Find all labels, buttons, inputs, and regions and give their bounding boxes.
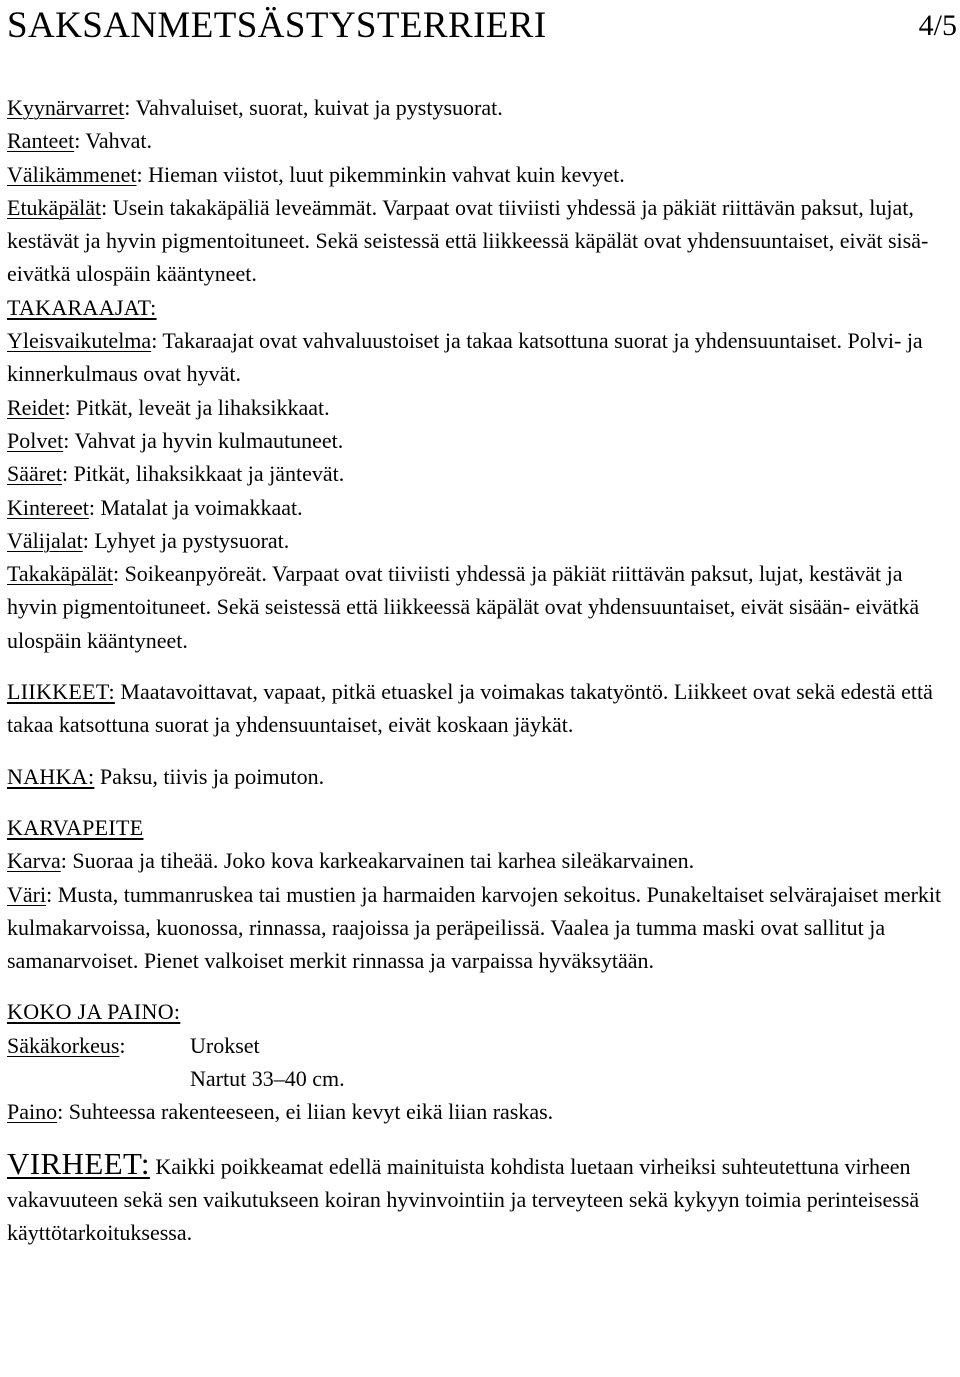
forearms-paragraph: [7, 91, 947, 124]
hindquarters-heading-line: [7, 291, 947, 324]
gait-paragraph: [7, 675, 947, 742]
faults-heading: VIRHEET:: [7, 1145, 150, 1181]
skin-paragraph: [7, 760, 947, 793]
stifles-text: : Vahvat ja hyvin kulmautuneet.: [63, 427, 344, 453]
height-males-row: [7, 1029, 947, 1062]
wrists-label: Ranteet: [7, 128, 75, 154]
height-label: Säkäkorkeus: [7, 1032, 120, 1058]
document-title: SAKSANMETSÄSTYSTERRIERI: [7, 5, 547, 46]
forearms-label: Kyynärvarret: [7, 95, 125, 120]
weight-text: : Suhteessa rakenteeseen, ei liian kevyt eikä liian raskas.: [57, 1099, 554, 1125]
metatarsus-label: Välijalat: [7, 527, 83, 553]
metatarsus-paragraph: [7, 524, 947, 557]
forearms-text: : Vahvaluiset, suorat, kuivat ja pystysuorat.: [124, 95, 503, 120]
thighs-paragraph: [7, 391, 947, 424]
thighs-text: : Pitkät, leveät ja lihaksikkaat.: [64, 394, 330, 420]
weight-label: Paino: [7, 1099, 58, 1125]
wrists-text: : Vahvat.: [74, 128, 153, 154]
section-spacer: [7, 977, 947, 995]
females-text: Nartut 33–40 cm.: [190, 1066, 345, 1092]
forefeet-label: Etukäpälät: [7, 194, 102, 220]
coat-heading-line: [7, 811, 947, 844]
size-heading: KOKO JA PAINO:: [7, 999, 181, 1025]
height-colon: :: [119, 1032, 126, 1058]
forefeet-paragraph: [7, 191, 947, 291]
stifles-label: Polvet: [7, 427, 64, 453]
skin-heading: NAHKA:: [7, 763, 95, 789]
colour-label: Väri: [7, 881, 47, 907]
hair-label: Karva: [7, 848, 61, 874]
general-paragraph: [7, 324, 947, 391]
metatarsus-text: : Lyhyet ja pystysuorat.: [82, 527, 290, 553]
thighs-label: Reidet: [7, 394, 65, 420]
gait-heading: LIIKKEET:: [7, 679, 115, 705]
skin-text: Paksu, tiivis ja poimuton.: [94, 763, 325, 789]
general-label: Yleisvaikutelma: [7, 328, 152, 354]
size-heading-line: [7, 995, 947, 1028]
faults-paragraph: [7, 1147, 947, 1250]
hind-feet-paragraph: [7, 557, 947, 657]
colour-paragraph: [7, 878, 947, 978]
page-number: 4/5: [918, 9, 957, 42]
weight-paragraph: [7, 1095, 947, 1128]
hocks-paragraph: [7, 491, 947, 524]
hocks-label: Kintereet: [7, 494, 89, 520]
section-spacer: [7, 793, 947, 811]
stifles-paragraph: [7, 424, 947, 457]
pasterns-text: : Hieman viistot, luut pikemminkin vahvat kuin kevyet.: [136, 161, 625, 187]
lower-thighs-text: : Pitkät, lihaksikkaat ja jäntevät.: [61, 461, 345, 487]
coat-heading: KARVAPEITE: [7, 814, 144, 840]
lower-thighs-paragraph: [7, 457, 947, 490]
document-page: [7, 0, 957, 1377]
gait-text: Maatavoittavat, vapaat, pitkä etuaskel ja voimakas takatyöntö. Liikkeet ovat sekä edestä että takaa katsottuna suorat ja yhdensuuntaiset, eivät koskaan jäykät.: [7, 679, 933, 738]
general-text: : Takaraajat ovat vahvaluustoiset ja takaa katsottuna suorat ja yhdensuuntaiset. Polvi- ja kinnerkulmaus ovat hyvät.: [7, 328, 923, 387]
hind-feet-label: Takakäpälät: [7, 561, 113, 587]
pasterns-label: Välikämmenet: [7, 161, 137, 187]
document-body: [7, 91, 947, 1250]
pasterns-paragraph: [7, 158, 947, 191]
page-header: [7, 4, 957, 48]
hair-text: : Suoraa ja tiheää. Joko kova karkeakarvainen tai karhea sileäkarvainen.: [60, 848, 695, 874]
height-females-row: [7, 1062, 947, 1095]
forefeet-text: : Usein takakäpäliä leveämmät. Varpaat ovat tiiviisti yhdessä ja päkiät riittävän paksut, lujat, kestävät ja hyvin pigmentoituneet. Sekä seistessä että liikkeessä käpälät ovat yhdensuuntaiset, eivät sisä- eivätkä ulospäin kääntyneet.: [7, 194, 929, 287]
lower-thighs-label: Sääret: [7, 461, 62, 487]
height-label-cell: [7, 1029, 190, 1062]
colour-text: : Musta, tummanruskea tai mustien ja harmaiden karvojen sekoitus. Punakeltaiset selvärajaiset merkit kulmakarvoissa, kuonossa, rinnassa, raajoissa ja peräpeilissä. Vaalea ja tumma maski ovat sallitut ja samanarvoiset. Pienet valkoiset merkit rinnassa ja varpaissa hyväksytään.: [7, 881, 942, 974]
section-spacer: [7, 1129, 947, 1147]
hind-feet-text: : Soikeanpyöreät. Varpaat ovat tiiviisti yhdessä ja päkiät riittävän paksut, lujat, kestävät ja hyvin pigmentoituneet. Sekä seistessä että liikkeessä käpälät ovat yhdensuuntaiset, eivät sisään- eivätkä ulospäin kääntyneet.: [7, 561, 920, 653]
section-spacer: [7, 742, 947, 760]
faults-text: Kaikki poikkeamat edellä mainituista kohdista luetaan virheiksi suhteutettuna virheen vakavuuteen sekä sen vaikutukseen koiran hyvinvointiin ja terveyteen sekä kykyyn toimia perinteisessä käyttötarkoituksessa.: [7, 1153, 920, 1246]
hair-paragraph: [7, 844, 947, 877]
hocks-text: : Matalat ja voimakkaat.: [88, 494, 303, 520]
hindquarters-heading: TAKARAAJAT:: [7, 294, 157, 320]
section-spacer: [7, 657, 947, 675]
wrists-paragraph: [7, 124, 947, 157]
males-text: Urokset: [190, 1032, 260, 1058]
